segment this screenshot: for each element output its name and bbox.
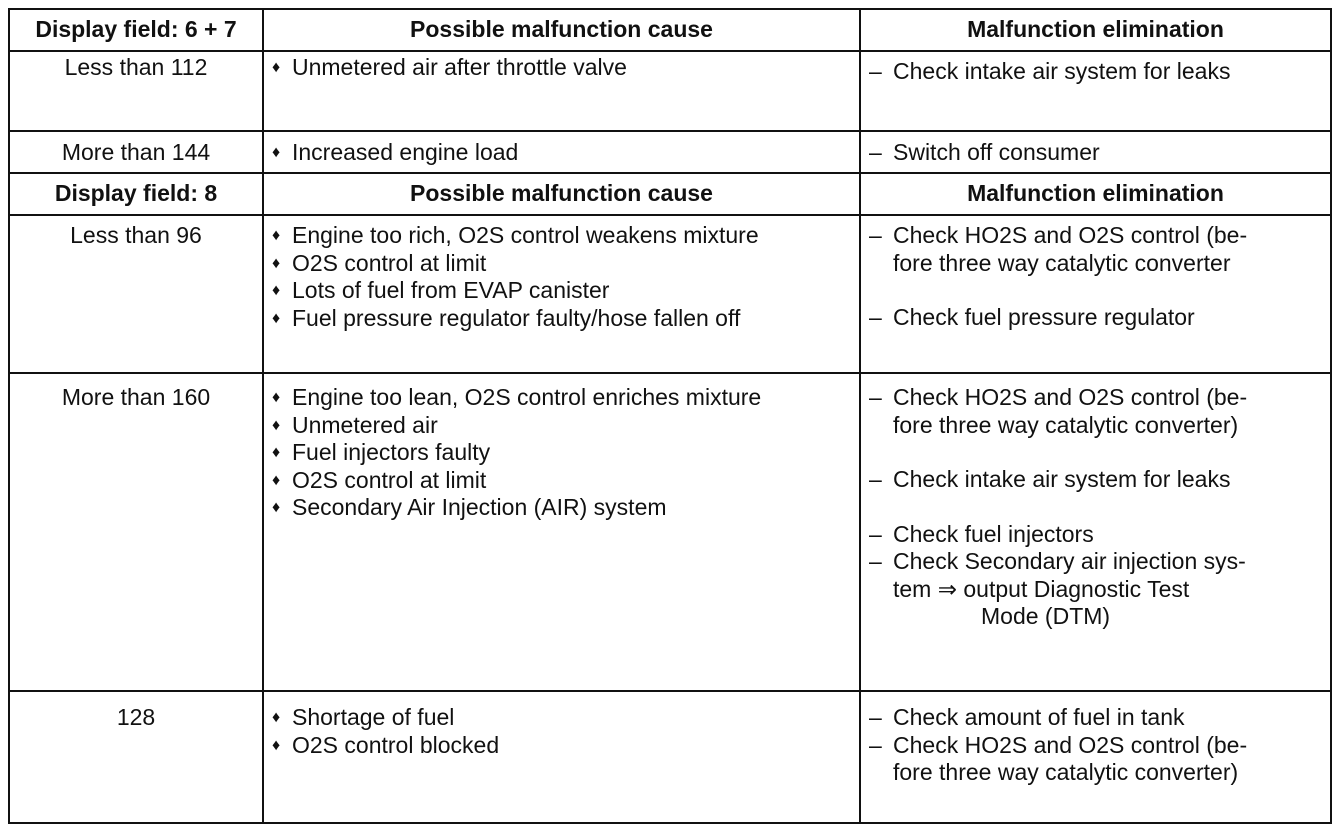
cause-item: ♦ Engine too rich, O2S control weakens mixture xyxy=(270,222,855,250)
cause-cell xyxy=(263,131,860,173)
display-value: More than 144 xyxy=(9,131,263,173)
fix-item: – Check intake air system for leaks xyxy=(867,466,1326,494)
header-malfunction-elimination: Malfunction elimination xyxy=(860,9,1331,51)
fix-cell xyxy=(860,131,1331,173)
cause-item: ♦ Unmetered air after throttle valve xyxy=(270,54,855,82)
header-display-field: Display field: 8 xyxy=(9,173,263,215)
fix-cell xyxy=(860,51,1331,131)
header-display-field: Display field: 6 + 7 xyxy=(9,9,263,51)
display-value: 128 xyxy=(9,691,263,823)
cause-item: ♦ Fuel injectors faulty xyxy=(270,439,855,467)
fix-item: – Check HO2S and O2S control (be- fore three way catalytic converter) xyxy=(867,384,1326,439)
cause-item: ♦ Secondary Air Injection (AIR) system xyxy=(270,494,855,522)
cause-item: ♦ Fuel pressure regulator faulty/hose fallen off xyxy=(270,305,855,333)
section-header-row xyxy=(9,173,1331,215)
cause-item: ♦ Engine too lean, O2S control enriches mixture xyxy=(270,384,855,412)
header-malfunction-elimination: Malfunction elimination xyxy=(860,173,1331,215)
display-value: Less than 96 xyxy=(9,215,263,373)
table-row xyxy=(9,51,1331,131)
cause-item: ♦ Unmetered air xyxy=(270,412,855,440)
cause-item: ♦ O2S control at limit xyxy=(270,467,855,495)
fix-cell xyxy=(860,373,1331,691)
table-row xyxy=(9,215,1331,373)
fix-item: – Switch off consumer xyxy=(867,139,1326,167)
cause-item: ♦ Lots of fuel from EVAP canister xyxy=(270,277,855,305)
cause-item: ♦ O2S control at limit xyxy=(270,250,855,278)
cause-cell xyxy=(263,373,860,691)
diagnostic-table xyxy=(8,8,1332,824)
section-header-row xyxy=(9,9,1331,51)
table-row xyxy=(9,691,1331,823)
fix-cell xyxy=(860,215,1331,373)
cause-cell xyxy=(263,51,860,131)
cause-cell xyxy=(263,691,860,823)
fix-item: – Check Secondary air injection sys- tem ⇒ output Diagnostic Test Mode (DTM) xyxy=(867,548,1326,631)
header-malfunction-cause: Possible malfunction cause xyxy=(263,9,860,51)
display-value: Less than 112 xyxy=(9,51,263,131)
fix-item: – Check fuel pressure regulator xyxy=(867,304,1326,332)
fix-item: – Check HO2S and O2S control (be- fore three way catalytic converter xyxy=(867,222,1326,277)
cause-cell xyxy=(263,215,860,373)
table-row xyxy=(9,131,1331,173)
cause-item: ♦ Increased engine load xyxy=(270,139,855,167)
cause-item: ♦ Shortage of fuel xyxy=(270,704,855,732)
fix-item: – Check amount of fuel in tank xyxy=(867,704,1326,732)
table-row xyxy=(9,373,1331,691)
fix-cell xyxy=(860,691,1331,823)
display-value: More than 160 xyxy=(9,373,263,691)
fix-item: – Check HO2S and O2S control (be- fore three way catalytic converter) xyxy=(867,732,1326,787)
header-malfunction-cause: Possible malfunction cause xyxy=(263,173,860,215)
cause-item: ♦ O2S control blocked xyxy=(270,732,855,760)
fix-item: – Check intake air system for leaks xyxy=(867,58,1326,86)
fix-item: – Check fuel injectors xyxy=(867,521,1326,549)
